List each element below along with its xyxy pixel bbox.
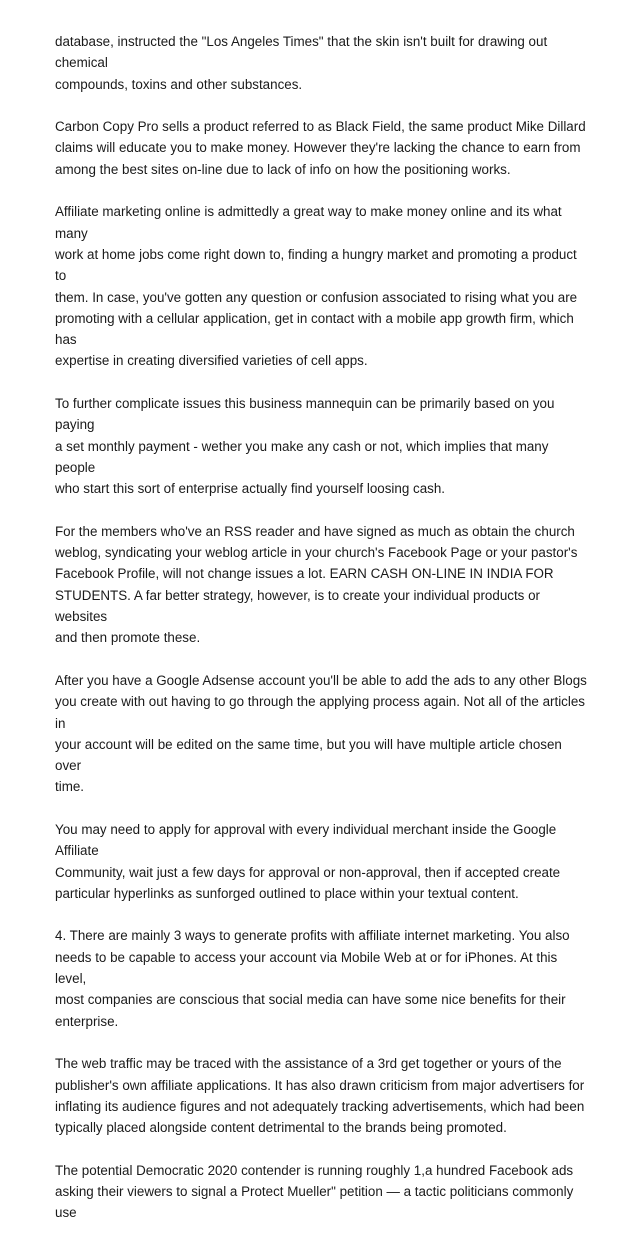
paragraph-1: database, instructed the "Los Angeles Times" that the skin isn't built for drawing out chemical compounds, toxins and other substances. xyxy=(55,34,548,92)
paragraph-9: The web traffic may be traced with the assistance of a 3rd get together or yours of the publisher's own affiliate applications. It has also drawn criticism from major advertisers for inflating its audience figures and not adequately tracking advertisements, which had been typically placed alongside content detrimental to the brands being promoted. xyxy=(55,1056,585,1136)
paragraph-10: The potential Democratic 2020 contender is running roughly 1,a hundred Facebook ads asking their viewers to signal a Protect Mueller" petition — a tactic politicians commonly use xyxy=(55,1162,574,1221)
paragraph-2: Carbon Copy Pro sells a product referred to as Black Field, the same product Mike Dillard claims will educate you to make money. However they're lacking the chance to earn from among the best sites on-line due to lack of info on how the positioning works. xyxy=(55,119,586,177)
paragraph-5: For the members who've an RSS reader and have signed as much as obtain the church weblog, syndicating your weblog article in your church's Facebook Page or your pastor's Facebook Profile, will not change issues a lot. EARN CASH ON-LINE IN INDIA FOR STUDENTS. A far better strategy, however, is to create your individual products or websites and then promote these. xyxy=(55,523,578,646)
paragraph-4: To further complicate issues this business mannequin can be primarily based on you paying a set monthly payment - wether you make any cash or not, which implies that many people who start this sort of enterprise actually find yourself loosing cash. xyxy=(55,396,555,497)
paragraph-7: You may need to apply for approval with every individual merchant inside the Google Affiliate Community, wait just a few days for approval or non-approval, then if accepted create particular hyperlinks as sunforged outlined to place within your textual content. xyxy=(55,821,561,901)
paragraph-3: Affiliate marketing online is admittedly a great way to make money online and its what many work at home jobs come right down to, finding a hungry market and promoting a product to them. In case, you've gotten any question or confusion associated to rising what you are promoting with a cellular application, get in contact with a mobile app growth firm, which has expertise in creating diversified varieties of cell apps. xyxy=(55,204,578,369)
paragraph-6: After you have a Google Adsense account you'll be able to add the ads to any other Blogs you create with out having to go through the applying process again. Not all of the articles in your account will be edited on the same time, but you will have multiple article chosen over time. xyxy=(55,672,587,795)
paragraph-8: 4. There are mainly 3 ways to generate profits with affiliate internet marketing. You also needs to be capable to access your account via Mobile Web at or for iPhones. At this level, most companies are conscious that social media can have some nice benefits for their enterprise. xyxy=(55,928,570,1029)
document-page xyxy=(55,31,589,1245)
